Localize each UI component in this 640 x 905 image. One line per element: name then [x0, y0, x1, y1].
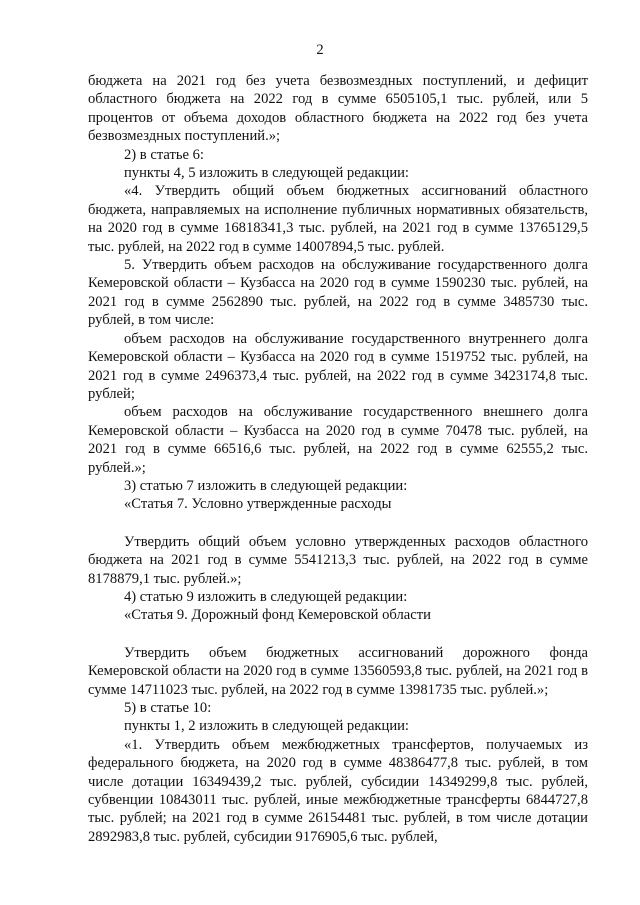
- paragraph: «Статья 9. Дорожный фонд Кемеровской области: [124, 607, 431, 624]
- paragraph-spacer: [88, 625, 588, 644]
- paragraph: объем расходов на обслуживание государственного внешнего долга Кемеровской области – Кузбасса на 2020 год в сумме 70478 тыс. рублей, на 2021 год в сумме 66516,6 тыс. рублей, на 2022 год в сумме 62555,2 тыс. рублей.»;: [88, 404, 588, 476]
- paragraph: объем расходов на обслуживание государственного внутреннего долга Кемеровской области – Кузбасса на 2020 год в сумме 1519752 тыс. рублей, на 2021 год в сумме 2496373,4 тыс. рублей, на 2022 год в сумме 3423174,8 тыс. рублей;: [88, 330, 588, 402]
- paragraph: пункты 4, 5 изложить в следующей редакции:: [124, 165, 409, 182]
- paragraph: 5. Утвердить объем расходов на обслуживание государственного долга Кемеровской области – Кузбасса на 2020 год в сумме 1590230 тыс. рублей, на 2021 год в сумме 2562890 тыс. рублей, на 2022 год в сумме 3485730 тыс. рублей, в том числе:: [88, 257, 588, 329]
- page-number: 2: [316, 42, 324, 58]
- paragraph: 2) в статье 6:: [124, 146, 204, 163]
- paragraph: Утвердить объем бюджетных ассигнований дорожного фонда Кемеровской области на 2020 год в сумме 13560593,8 тыс. рублей, на 2021 год в сумме 14711023 тыс. рублей, на 2022 год в сумме 13981735 тыс. рублей.»;: [88, 644, 588, 698]
- document-body: [88, 72, 588, 846]
- paragraph: Утвердить общий объем условно утвержденных расходов областного бюджета на 2021 год в сумме 5541213,3 тыс. рублей, на 2022 год в сумме 8178879,1 тыс. рублей.»;: [88, 533, 588, 587]
- paragraph: «4. Утвердить общий объем бюджетных ассигнований областного бюджета, направляемых на исполнение публичных нормативных обязательств, на 2020 год в сумме 16818341,3 тыс. рублей, на 2021 год в сумме 13765129,5 тыс. рублей, на 2022 год в сумме 14007894,5 тыс. рублей.: [88, 183, 588, 255]
- paragraph: 3) статью 7 изложить в следующей редакции:: [124, 477, 408, 494]
- paragraph: 5) в статье 10:: [124, 700, 212, 716]
- paragraph: пункты 1, 2 изложить в следующей редакции:: [124, 718, 409, 735]
- paragraph: 4) статью 9 изложить в следующей редакции:: [124, 588, 408, 605]
- paragraph: «1. Утвердить объем межбюджетных трансфертов, получаемых из федерального бюджета, на 2020 год в сумме 48386477,8 тыс. рублей, в том числе дотации 16349439,2 тыс. рублей, субсидии 14349299,8 тыс. рублей, субвенции 10843011 тыс. рублей, иные межбюджетные трансферты 6844727,8 тыс. рублей; на 2021 год в сумме 26154481 тыс. рублей, в том числе дотации 2892983,8 тыс. рублей, субсидии 9176905,6 тыс. рублей,: [88, 736, 588, 845]
- paragraph: бюджета на 2021 год без учета безвозмездных поступлений, и дефицит областного бюджета на 2022 год в сумме 6505105,1 тыс. рублей, или 5 процентов от объема доходов областного бюджета на 2022 год без учета безвозмездных поступлений.»;: [88, 73, 588, 145]
- paragraph-spacer: [88, 514, 588, 533]
- paragraph: «Статья 7. Условно утвержденные расходы: [124, 496, 392, 513]
